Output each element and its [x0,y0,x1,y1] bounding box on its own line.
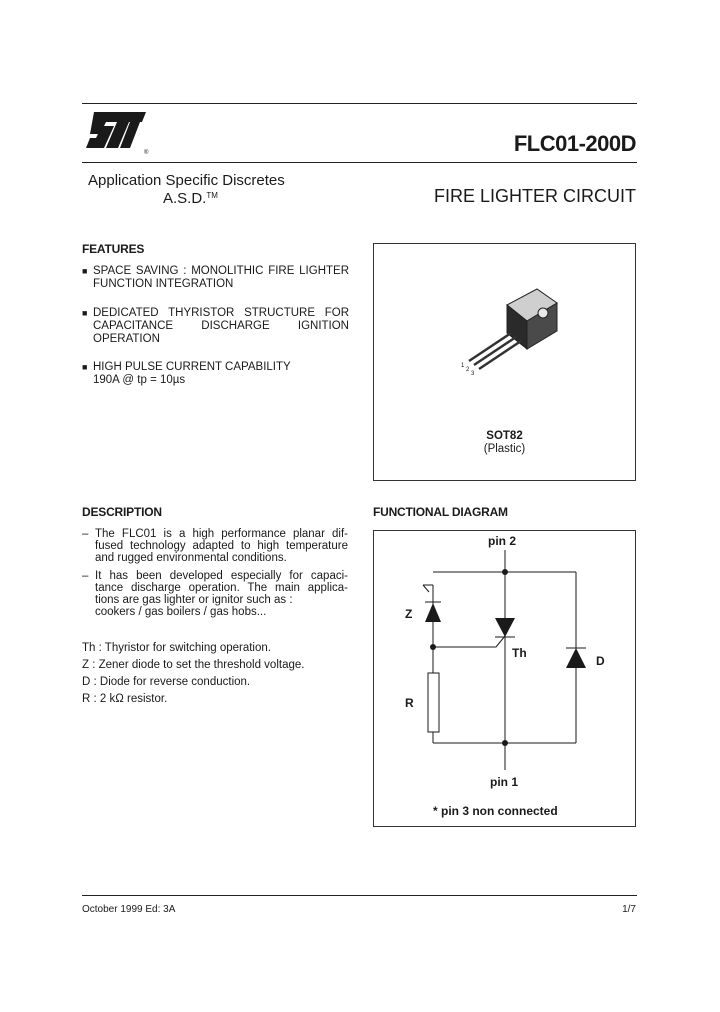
footer-date: October 1999 Ed: 3A [82,904,176,915]
package-name: SOT82 [486,430,523,442]
pin2-label: pin 2 [488,534,517,548]
zener-label: Z [405,607,413,621]
feature-line: 190A @ tp = 10µs [93,374,186,386]
description-line: It has been developed especially for capaci- [95,570,348,582]
package-pin-label: 2 [466,367,470,373]
package-pin-label: 3 [471,371,475,377]
zener-diode-icon [425,603,441,622]
functional-diagram-heading: FUNCTIONAL DIAGRAM [373,505,508,519]
feature-line: HIGH PULSE CURRENT CAPABILITY [93,361,291,373]
package-pin-label: 1 [461,363,465,369]
gate-wire [433,636,505,647]
legend-thyristor: Th : Thyristor for switching operation. [82,642,271,654]
feature-item [82,361,348,389]
zener-kink [423,585,429,592]
dash-bullet: – [82,570,89,582]
resistor-label: R [405,696,414,710]
pin1-label: pin 1 [490,775,519,789]
package-material: (Plastic) [483,443,526,455]
legend-diode: D : Diode for reverse conduction. [82,676,251,688]
description-paragraph [82,570,348,620]
description-line: and rugged environmental conditions. [95,552,287,564]
document-title: FIRE LIGHTER CIRCUIT [433,186,636,206]
description-line: fused technology adapted to high temperature [95,540,348,552]
features-heading: FEATURES [82,242,145,256]
feature-line: SPACE SAVING : MONOLITHIC FIRE LIGHTER [93,265,349,277]
footer-rule [82,895,637,896]
junction-dot [430,644,436,650]
diode-icon [566,648,586,668]
junction-dot [502,569,508,575]
feature-text [93,307,349,346]
feature-line: DEDICATED THYRISTOR STRUCTURE FOR [93,307,349,319]
description-heading: DESCRIPTION [82,505,162,519]
feature-line: FUNCTION INTEGRATION [93,278,234,290]
feature-line: CAPACITANCE DISCHARGE IGNITION [93,320,349,332]
header-top-rule [82,103,637,104]
asd-abbr-text: A.S.D. [163,190,207,207]
legend-resistor: R : 2 kΩ resistor. [82,693,168,705]
asd-family-label: Application Specific Discretes [88,172,285,189]
description-line: tions are gas lighter or ignitor such as : [95,594,293,606]
description-line: cookers / gas boilers / gas hobs... [95,606,267,618]
description-text [95,528,348,564]
legend-zener: Z : Zener diode to set the threshold voltage. [82,659,305,671]
diode-label: D [596,654,605,668]
svg-text:®: ® [144,150,149,156]
sot82-package-icon [455,275,565,385]
resistor-symbol [428,673,439,732]
asd-abbreviation [163,190,218,207]
thyristor-icon [495,618,515,637]
bullet-icon: ■ [82,362,88,372]
description-line: tance discharge operation. The main applica- [95,582,348,594]
header-bottom-rule [82,162,637,163]
feature-text [93,265,349,291]
dash-bullet: – [82,528,89,540]
description-paragraph [82,528,348,566]
bullet-icon: ■ [82,266,88,276]
trademark-mark: TM [206,191,218,200]
bullet-icon: ■ [82,308,88,318]
footer-page-number: 1/7 [622,904,636,915]
description-line: The FLC01 is a high performance planar dif- [95,528,348,540]
thyristor-label: Th [512,646,527,660]
feature-line: OPERATION [93,333,160,345]
description-text [95,570,348,618]
pin3-note: * pin 3 non connected [433,804,558,818]
part-number: FLC01-200D [513,131,636,156]
feature-item [82,265,348,293]
feature-text [93,361,349,387]
feature-item [82,307,348,347]
junction-dot [502,740,508,746]
st-logo [84,110,154,158]
